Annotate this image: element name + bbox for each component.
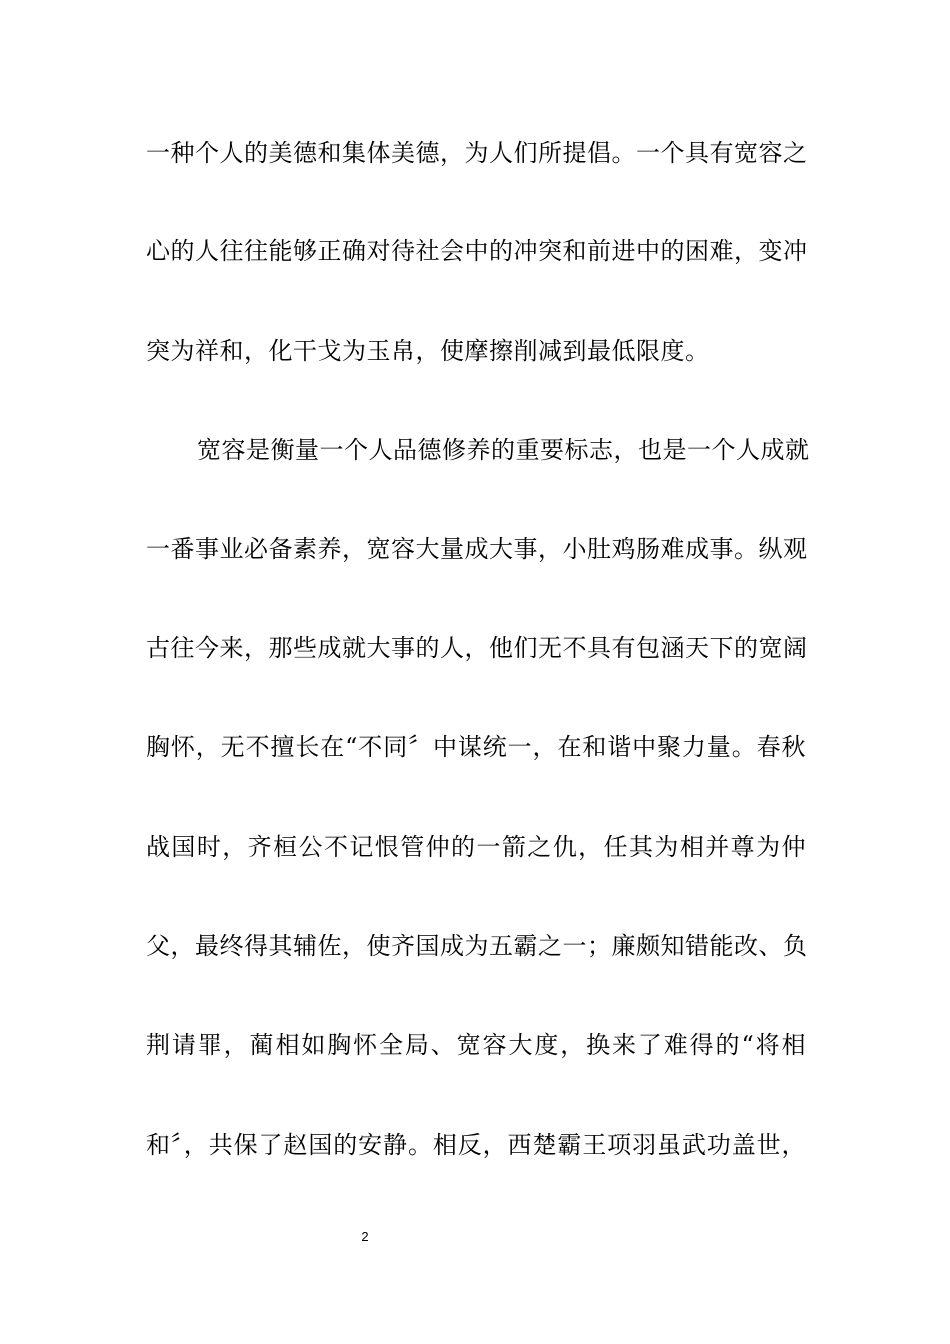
text-line-3: 突为祥和，化干戈为玉帛，使摩擦削减到最低限度。 — [146, 337, 710, 365]
text-line-2: 心的人往往能够正确对待社会中的冲突和前进中的困难，变冲 — [146, 237, 808, 265]
text-line-4: 宽容是衡量一个人品德修养的重要标志，也是一个人成就 — [197, 436, 810, 464]
text-line-8: 战国时，齐桓公不记恨管仲的一箭之仇，任其为相并尊为仲 — [146, 833, 806, 861]
text-line-10: 荆请罪，蔺相如胸怀全局、宽容大度，换来了难得的“将相 — [146, 1031, 806, 1059]
text-line-9: 父，最终得其辅佐，使齐国成为五霸之一；廉颇知错能改、负 — [146, 932, 808, 960]
text-line-6: 古往今来，那些成就大事的人，他们无不具有包涵天下的宽阔 — [146, 634, 808, 662]
text-line-5: 一番事业必备素养，宽容大量成大事，小肚鸡肠难成事。纵观 — [146, 535, 808, 563]
page-number: 2 — [361, 1229, 369, 1244]
text-line-11: 和〞，共保了赵国的安静。相反，西楚霸王项羽虽武功盖世， — [146, 1131, 806, 1159]
text-line-1: 一种个人的美德和集体美德，为人们所提倡。一个具有宽容之 — [146, 139, 808, 167]
text-line-7: 胸怀，无不擅长在“不同〞中谋统一，在和谐中聚力量。春秋 — [146, 733, 806, 761]
